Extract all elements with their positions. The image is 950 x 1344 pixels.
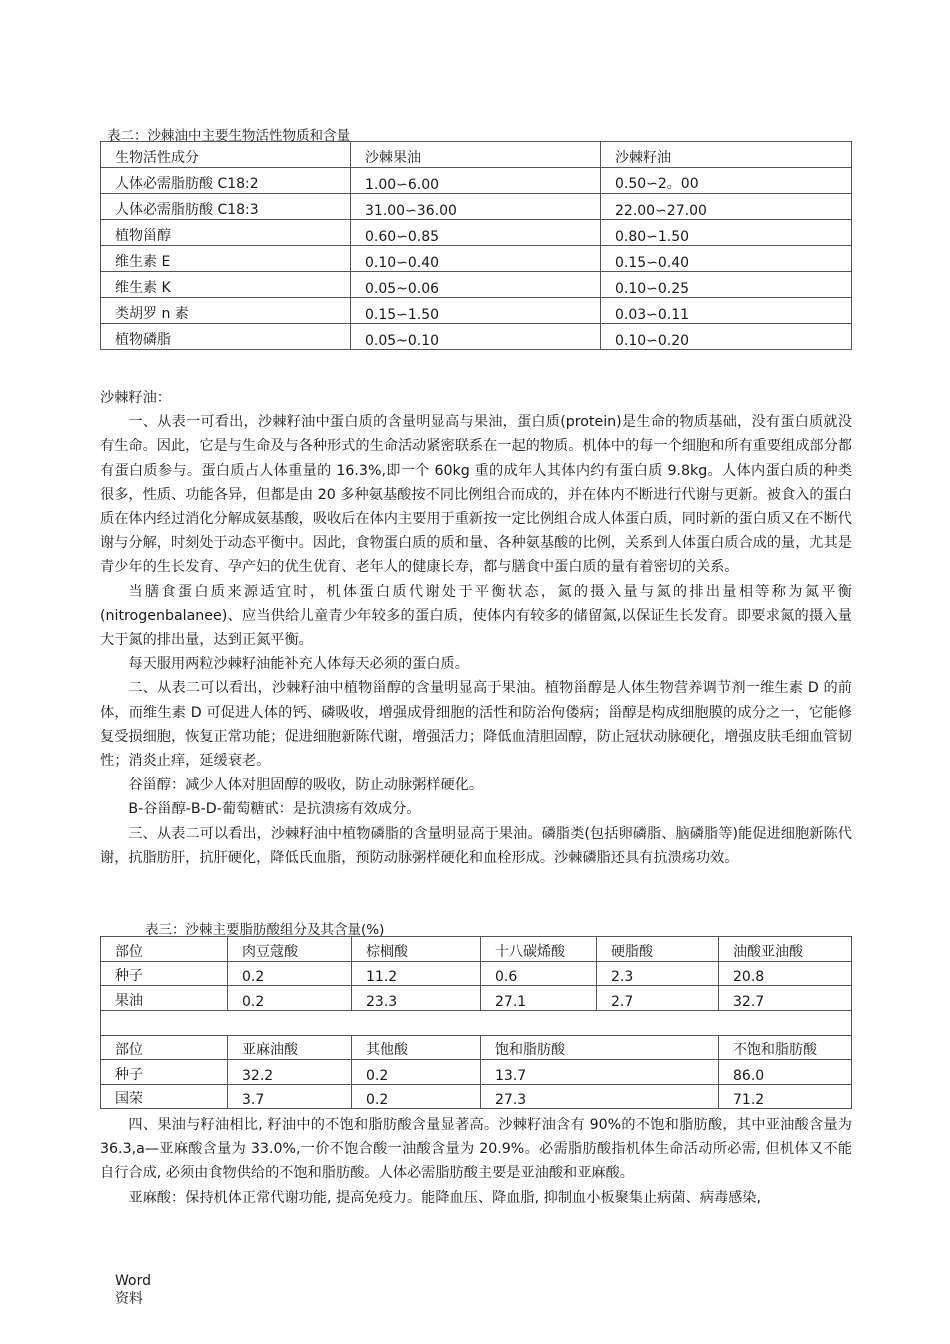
table-cell: 类胡罗 n 素	[101, 298, 351, 324]
table-cell: 2.7	[597, 986, 719, 1011]
table-cell: 人体必需脂肪酸 C18:2	[101, 168, 351, 194]
table-header-cell: 部位	[101, 1035, 228, 1060]
table-row	[101, 272, 852, 298]
paragraph: 亚麻酸：保持机体正常代谢功能, 提高免疫力。能降血压、降血脂, 抑制血小板聚集止病菌、病毒感染,	[128, 1189, 762, 1206]
table-cell: 维生素 E	[101, 246, 351, 272]
table-header-cell: 棕榈酸	[352, 937, 481, 962]
table-row	[101, 324, 852, 350]
table-row	[101, 246, 852, 272]
table-row	[101, 1084, 852, 1109]
body-text-after	[100, 1113, 852, 1210]
paragraph: 三、从表二可以看出，沙棘籽油中植物磷脂的含量明显高于果油。磷脂类(包括卵磷脂、脑磷脂等)能促进细胞新陈代谢，抗脂肪肝，抗肝硬化，降低氏血脂，预防动脉粥样硬化和血栓形成。沙棘磷脂还具有抗溃疡功效。	[100, 825, 852, 866]
table-cell: 2.3	[597, 961, 719, 986]
table2-caption: 表二：沙棘油中主要生物活性物质和含量	[107, 128, 350, 144]
table-row	[101, 986, 852, 1011]
table-cell: 32.2	[228, 1060, 352, 1085]
table-cell: 0.03∽0.11	[601, 298, 852, 324]
table-header-cell: 沙棘籽油	[601, 142, 852, 168]
table-header-cell: 饱和脂肪酸	[481, 1035, 719, 1060]
table-cell: 果油	[101, 986, 228, 1011]
table-cell: 0.2	[228, 986, 352, 1011]
table-row	[101, 194, 852, 220]
page-footer: Word 资料	[115, 1273, 151, 1307]
paragraph: 二、从表二可以看出，沙棘籽油中植物甾醇的含量明显高于果油。植物甾醇是人体生物营养调节剂一维生素 D 的前体，而维生素 D 可促进人体的钙、磷吸收，增强成骨细胞的活性和防治佝偻病；甾醇是构成细胞膜的成分之一，它能修复受损细胞，恢复正常功能；促进细胞新陈代谢，增强活力；降低血清胆固醇，防止冠状动脉硬化，增强皮肤毛细血管韧性；消炎止痒，延缓衰老。	[100, 680, 852, 770]
table-header-row	[101, 1035, 852, 1060]
table-header-row	[101, 142, 852, 168]
table3-caption: 表三：沙棘主要脂肪酸组分及其含量(%)	[145, 922, 385, 938]
table-header-cell: 其他酸	[352, 1035, 481, 1060]
table-header-cell: 油酸亚油酸	[719, 937, 852, 962]
table-cell: 0.05~0.10	[351, 324, 601, 350]
table-row	[101, 168, 852, 194]
table-cell: 0.2	[352, 1060, 481, 1085]
section-heading: 沙棘籽油：	[100, 390, 171, 406]
table-separator-row	[101, 1010, 852, 1035]
table-header-cell: 不饱和脂肪酸	[719, 1035, 852, 1060]
table-cell: 20.8	[719, 961, 852, 986]
table-header-cell: 硬脂酸	[597, 937, 719, 962]
table-cell: 27.1	[481, 986, 597, 1011]
table-header-cell: 部位	[101, 937, 228, 962]
table-row	[101, 298, 852, 324]
table-cell: 国荣	[101, 1084, 228, 1109]
table-cell: 0.10∽0.25	[601, 272, 852, 298]
table-cell: 31.00∽36.00	[351, 194, 601, 220]
table3	[100, 936, 852, 1109]
body-text	[100, 386, 852, 870]
table-row	[101, 220, 852, 246]
table-cell: 1.00∽6.00	[351, 168, 601, 194]
paragraph: 四、果油与籽油相比, 籽油中的不饱和脂肪酸含量显著高。沙棘籽油含有 90%的不饱和脂肪酸，其中亚油酸含量为 36.3,a—亚麻酸含量为 33.0%,一价不饱合酸一油酸含量为 20.9%。必需脂肪酸指机体生命活动所必需, 但机体又不能自行合成, 必须由食物供给的不饱和脂肪酸。人体必需脂肪酸主要是亚油酸和亚麻酸。	[100, 1117, 852, 1182]
table-header-row	[101, 937, 852, 962]
table-cell: 种子	[101, 1060, 228, 1085]
paragraph: 当膳食蛋白质来源适宜时，机体蛋白质代谢处于平衡状态，氮的摄入量与氮的排出量相等称为氮平衡(nitrogenbalanee)、应当供给儿童青少年较多的蛋白质，使体内有较多的储留氮,以保证生长发育。即要求氮的摄入量大于氮的排出量，达到正氮平衡。	[100, 583, 852, 649]
table-header-cell: 肉豆蔻酸	[228, 937, 352, 962]
table-cell: 0.15∽0.40	[601, 246, 852, 272]
table-cell: 0.05~0.06	[351, 272, 601, 298]
table-blank-cell	[101, 1010, 852, 1035]
table-cell: 71.2	[719, 1084, 852, 1109]
table-cell: 0.10∽0.20	[601, 324, 852, 350]
table-row	[101, 1060, 852, 1085]
table-cell: 32.7	[719, 986, 852, 1011]
table-cell: 23.3	[352, 986, 481, 1011]
table-cell: 27.3	[481, 1084, 719, 1109]
table-cell: 0.60∽0.85	[351, 220, 601, 246]
table-cell: 22.00∽27.00	[601, 194, 852, 220]
table-header-cell: 亚麻油酸	[228, 1035, 352, 1060]
table-cell: 植物甾醇	[101, 220, 351, 246]
paragraph: B-谷甾醇-B-D-葡萄糖甙：是抗溃疡有效成分。	[128, 801, 421, 818]
table-cell: 0.2	[352, 1084, 481, 1109]
table-header-cell: 十八碳烯酸	[481, 937, 597, 962]
table2	[100, 141, 852, 350]
table-header-cell: 沙棘果油	[351, 142, 601, 168]
table-cell: 植物磷脂	[101, 324, 351, 350]
table-cell: 0.15∽1.50	[351, 298, 601, 324]
table-cell: 0.10∽0.40	[351, 246, 601, 272]
table-cell: 11.2	[352, 961, 481, 986]
table-cell: 0.2	[228, 961, 352, 986]
table-cell: 0.6	[481, 961, 597, 986]
paragraph: 一、从表一可看出，沙棘籽油中蛋白质的含量明显高与果油，蛋白质(protein)是生命的物质基础，没有蛋白质就没有生命。因此，它是与生命及与各种形式的生命活动紧密联系在一起的物质。机体中的每一个细胞和所有重要组成部分都有蛋白质参与。蛋白质占人体重量的 16.3%,即一个 60kg 重的成年人其体内约有蛋白质 9.8kg。人体内蛋白质的种类很多，性质、功能各异，但都是由 20 多种氨基酸按不同比例组合而成的，并在体内不断进行代谢与更新。被食入的蛋白质在体内经过消化分解成氨基酸，吸收后在体内主要用于重新按一定比例组合成人体蛋白质，同时新的蛋白质又在不断代谢与分解，时刻处于动态平衡中。因此，食物蛋白质的质和量、各种氨基酸的比例，关系到人体蛋白质合成的量，尤其是青少年的生长发育、孕产妇的优生优育、老年人的健康长寿，都与膳食中蛋白质的量有着密切的关系。	[100, 414, 852, 576]
table-row	[101, 961, 852, 986]
table-cell: 种子	[101, 961, 228, 986]
table-header-cell: 生物活性成分	[101, 142, 351, 168]
table-cell: 0.50∽2。00	[601, 168, 852, 194]
paragraph: 谷甾醇：减少人体对胆固醇的吸收，防止动脉粥样硬化。	[128, 777, 484, 794]
paragraph: 每天服用两粒沙棘籽油能补充人体每天必须的蛋白质。	[128, 656, 469, 673]
table-cell: 人体必需脂肪酸 C18:3	[101, 194, 351, 220]
table-cell: 3.7	[228, 1084, 352, 1109]
table-cell: 维生素 K	[101, 272, 351, 298]
table-cell: 0.80∽1.50	[601, 220, 852, 246]
table-cell: 86.0	[719, 1060, 852, 1085]
table-cell: 13.7	[481, 1060, 719, 1085]
